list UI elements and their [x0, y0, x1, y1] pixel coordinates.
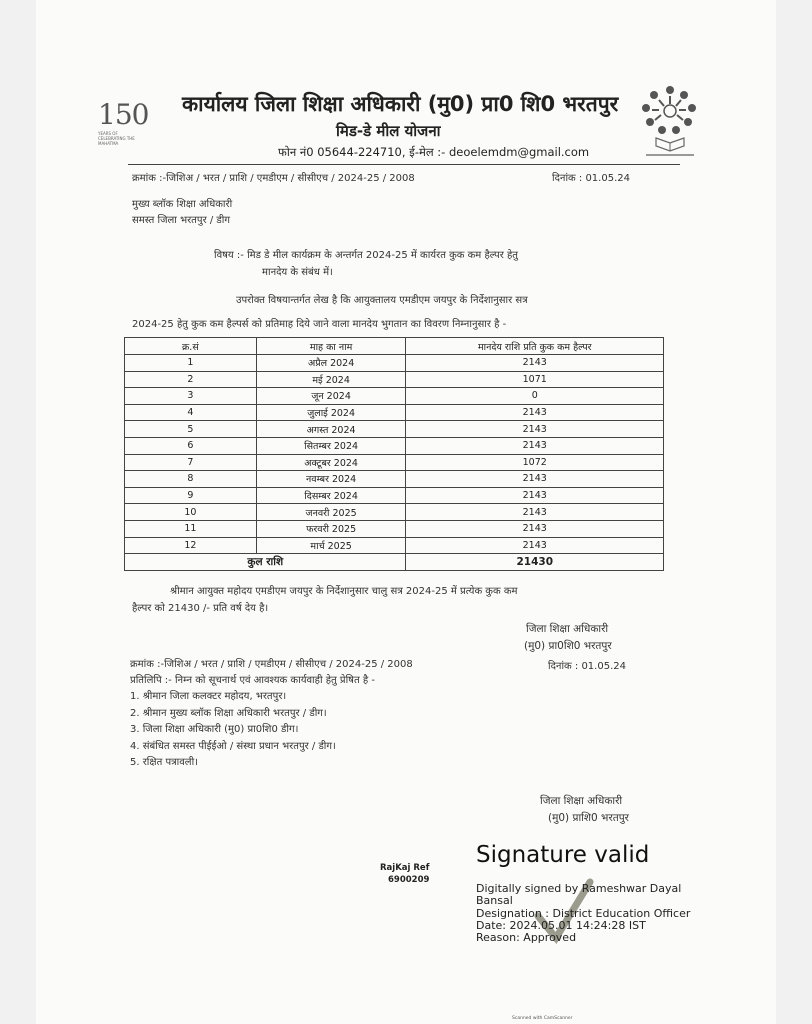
- copy-reference-date: दिनांक : 01.05.24: [548, 661, 626, 672]
- table-total-row: [125, 554, 664, 571]
- addressee-line-1: मुख्य ब्लॉक शिक्षा अधिकारी: [132, 199, 233, 210]
- signed-by-cont: Bansal: [476, 894, 513, 907]
- table-row: [125, 520, 664, 537]
- table-row: [125, 487, 664, 504]
- cell-month: जून 2024: [256, 388, 406, 405]
- table-row: [125, 355, 664, 372]
- cell-sn: 2: [125, 371, 257, 388]
- cell-sn: 5: [125, 421, 257, 438]
- signer-designation: Designation : District Education Officer: [476, 907, 691, 920]
- cell-amount: 2143: [406, 404, 664, 421]
- cell-sn: 8: [125, 471, 257, 488]
- cell-month: अप्रैल 2024: [256, 355, 406, 372]
- header-divider: [128, 164, 680, 165]
- cell-sn: 11: [125, 520, 257, 537]
- cell-amount: 1071: [406, 371, 664, 388]
- cell-month: मार्च 2025: [256, 537, 406, 554]
- cell-sn: 4: [125, 404, 257, 421]
- mdm-emblem-logo: [636, 80, 704, 160]
- cell-amount: 2143: [406, 421, 664, 438]
- annual-amount-line-2: हैल्पर को 21430 /- प्रति वर्ष देय है।: [132, 603, 269, 614]
- subject-line-2: मानदेय के संबंध में।: [262, 267, 333, 278]
- cell-month: जनवरी 2025: [256, 504, 406, 521]
- copy-item: 1. श्रीमान जिला कलक्टर महोदय, भरतपुर।: [130, 691, 287, 702]
- cell-sn: 7: [125, 454, 257, 471]
- total-label: कुल राशि: [125, 554, 406, 571]
- total-value: 21430: [406, 554, 664, 571]
- contact-line: फोन नं0 05644-224710, ई-मेल :- deoelemdm@gmail.com: [278, 145, 590, 159]
- copy-item: 4. संबंधित समस्त पीईईओ / संस्था प्रधान भरतपुर / डीग।: [130, 741, 336, 752]
- cell-sn: 10: [125, 504, 257, 521]
- body-line-2: 2024-25 हेतु कुक कम हैल्पर्स को प्रतिमाह दिये जाने वाला मानदेय भुगतान का विवरण निम्नानुसार है -: [132, 319, 507, 330]
- table-row: [125, 537, 664, 554]
- cell-month: सितम्बर 2024: [256, 437, 406, 454]
- table-row: [125, 454, 664, 471]
- signature-reason: Reason: Approved: [476, 931, 577, 944]
- cell-sn: 3: [125, 388, 257, 405]
- table-row: [125, 371, 664, 388]
- cell-amount: 2143: [406, 487, 664, 504]
- subject-line-1: विषय :- मिड डे मील कार्यक्रम के अन्तर्गत 2024-25 में कार्यरत कुक कम हैल्पर हेतु: [214, 250, 519, 261]
- cell-amount: 2143: [406, 355, 664, 372]
- column-header-sn: क्र.सं: [125, 338, 257, 355]
- body-line-1: उपरोक्त विषयान्तर्गत लेख है कि आयुक्तालय एमडीएम जयपुर के निर्देशानुसार सत्र: [236, 295, 528, 306]
- copy-intro: प्रतिलिपि :- निम्न को सूचनार्थ एवं आवश्यक कार्यवाही हेतु प्रेषित है -: [130, 675, 375, 686]
- cell-month: नवम्बर 2024: [256, 471, 406, 488]
- copy-item: 5. रक्षित पत्रावली।: [130, 757, 198, 768]
- column-header-month: माह का नाम: [256, 338, 406, 355]
- cell-month: अगस्त 2024: [256, 421, 406, 438]
- cell-sn: 1: [125, 355, 257, 372]
- table-row: [125, 437, 664, 454]
- addressee-line-2: समस्त जिला भरतपुर / डीग: [132, 215, 230, 226]
- signed-by: Digitally signed by Rameshwar Dayal: [476, 882, 682, 895]
- cell-month: फरवरी 2025: [256, 520, 406, 537]
- rajkaj-number: 6900209: [388, 875, 430, 885]
- cell-amount: 0: [406, 388, 664, 405]
- signatory-1-title: जिला शिक्षा अधिकारी: [526, 623, 609, 635]
- table-row: [125, 471, 664, 488]
- cell-month: मई 2024: [256, 371, 406, 388]
- scheme-title: मिड-डे मील योजना: [336, 122, 441, 140]
- cell-sn: 12: [125, 537, 257, 554]
- cell-amount: 1072: [406, 454, 664, 471]
- copy-item: 2. श्रीमान मुख्य ब्लॉक शिक्षा अधिकारी भरतपुर / डीग।: [130, 708, 327, 719]
- table-header-row: [125, 338, 664, 355]
- cell-month: जुलाई 2024: [256, 404, 406, 421]
- table-row: [125, 421, 664, 438]
- reference-number: क्रमांक :-जिशिअ / भरत / प्राशि / एमडीएम / सीसीएच / 2024-25 / 2008: [132, 173, 415, 184]
- gandhi-150-logo: [98, 98, 162, 150]
- table-row: [125, 388, 664, 405]
- rajkaj-reference: [380, 862, 429, 886]
- cell-month: अक्टूबर 2024: [256, 454, 406, 471]
- logo-150-text: 150: [98, 98, 149, 131]
- cell-amount: 2143: [406, 471, 664, 488]
- logo-150-subtext: YEARS OF CELEBRATING THE MAHATMA: [98, 131, 135, 146]
- copy-item: 3. जिला शिक्षा अधिकारी (मु0) प्रा0शि0 डीग।: [130, 724, 299, 735]
- signature-valid-status: Signature valid: [476, 842, 650, 868]
- annual-amount-line-1: श्रीमान आयुक्त महोदय एमडीएम जयपुर के निर्देशानुसार चालु सत्र 2024-25 में प्रत्येक कुक कम: [170, 586, 518, 597]
- cell-amount: 2143: [406, 520, 664, 537]
- table-row: [125, 504, 664, 521]
- signature-date: Date: 2024.05.01 14:24:28 IST: [476, 919, 646, 932]
- cell-amount: 2143: [406, 537, 664, 554]
- column-header-amount: मानदेय राशि प्रति कुक कम हैल्पर: [406, 338, 664, 355]
- reference-date: दिनांक : 01.05.24: [552, 173, 630, 184]
- copy-reference-number: क्रमांक :-जिशिअ / भरत / प्राशि / एमडीएम / सीसीएच / 2024-25 / 2008: [130, 659, 413, 670]
- signatory-2-title: जिला शिक्षा अधिकारी: [540, 795, 623, 807]
- scanner-watermark: Scanned with CamScanner: [512, 1016, 573, 1021]
- rajkaj-label: RajKaj Ref: [380, 863, 430, 873]
- cell-sn: 9: [125, 487, 257, 504]
- cell-amount: 2143: [406, 437, 664, 454]
- table-row: [125, 404, 664, 421]
- honorarium-table: [124, 337, 664, 571]
- cell-sn: 6: [125, 437, 257, 454]
- cell-amount: 2143: [406, 504, 664, 521]
- signatory-1-office: (मु0) प्रा0शि0 भरतपुर: [524, 640, 612, 652]
- office-title: कार्यालय जिला शिक्षा अधिकारी (मु0) प्रा0 शि0 भरतपुर: [182, 92, 619, 116]
- cell-month: दिसम्बर 2024: [256, 487, 406, 504]
- signatory-2-office: (मु0) प्राशि0 भरतपुर: [548, 812, 629, 824]
